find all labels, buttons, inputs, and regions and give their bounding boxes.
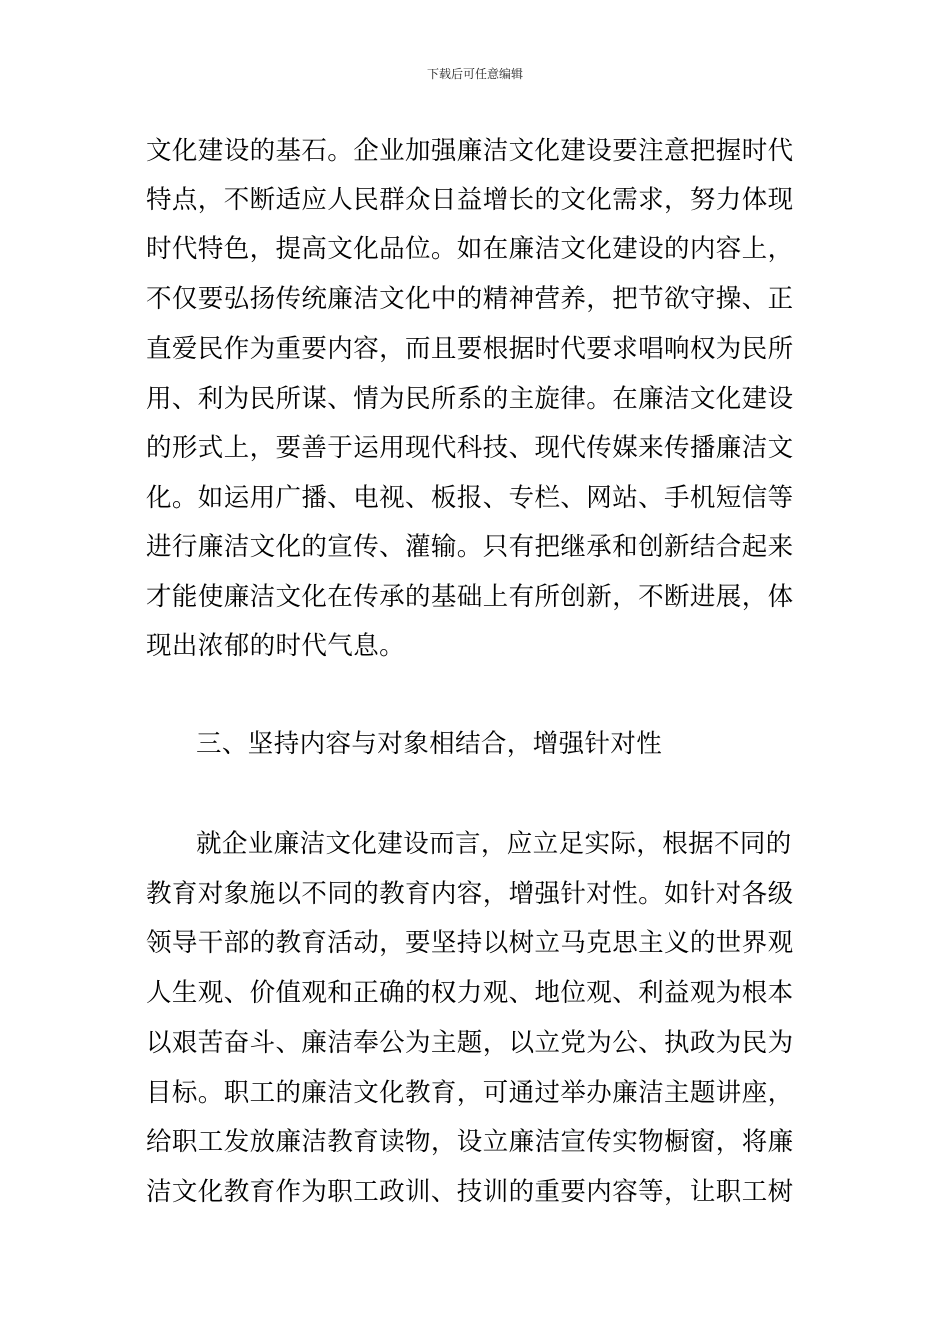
paragraph-line: 目标。职工的廉洁文化教育，可通过举办廉洁主题讲座，	[146, 1078, 794, 1108]
paragraph-line: 给职工发放廉洁教育读物，设立廉洁宣传实物橱窗，将廉	[146, 1127, 794, 1157]
paragraph-line: 不仅要弘扬传统廉洁文化中的精神营养，把节欲守操、正	[146, 284, 794, 314]
paragraph-line: 特点，不断适应人民群众日益增长的文化需求，努力体现	[146, 185, 794, 215]
page-header: 下载后可任意编辑	[426, 67, 523, 81]
paragraph-line: 的形式上，要善于运用现代科技、现代传媒来传播廉洁文	[146, 433, 794, 463]
paragraph-line: 领导干部的教育活动，要坚持以树立马克思主义的世界观	[146, 928, 794, 958]
paragraph-line: 进行廉洁文化的宣传、灌输。只有把继承和创新结合起来	[146, 532, 794, 562]
paragraph-line: 洁文化教育作为职工政训、技训的重要内容等，让职工树	[146, 1177, 794, 1207]
paragraph-line: 化。如运用广播、电视、板报、专栏、网站、手机短信等	[146, 483, 794, 513]
paragraph-line: 文化建设的基石。企业加强廉洁文化建设要注意把握时代	[146, 136, 794, 166]
section-heading: 三、坚持内容与对象相结合，增强针对性	[196, 729, 663, 759]
paragraph-line: 直爱民作为重要内容，而且要根据时代要求唱响权为民所	[146, 334, 794, 364]
paragraph-line: 就企业廉洁文化建设而言，应立足实际，根据不同的	[196, 829, 792, 859]
paragraph-line: 时代特色，提高文化品位。如在廉洁文化建设的内容上，	[146, 234, 794, 264]
paragraph-line: 才能使廉洁文化在传承的基础上有所创新，不断进展，体	[146, 582, 794, 612]
paragraph-line: 人生观、价值观和正确的权力观、地位观、利益观为根本	[146, 978, 794, 1008]
paragraph-line: 教育对象施以不同的教育内容，增强针对性。如针对各级	[146, 879, 794, 909]
paragraph-line: 以艰苦奋斗、廉洁奉公为主题，以立党为公、执政为民为	[146, 1028, 794, 1058]
paragraph-line: 用、利为民所谋、情为民所系的主旋律。在廉洁文化建设	[146, 384, 794, 414]
paragraph-line: 现出浓郁的时代气息。	[146, 631, 406, 661]
